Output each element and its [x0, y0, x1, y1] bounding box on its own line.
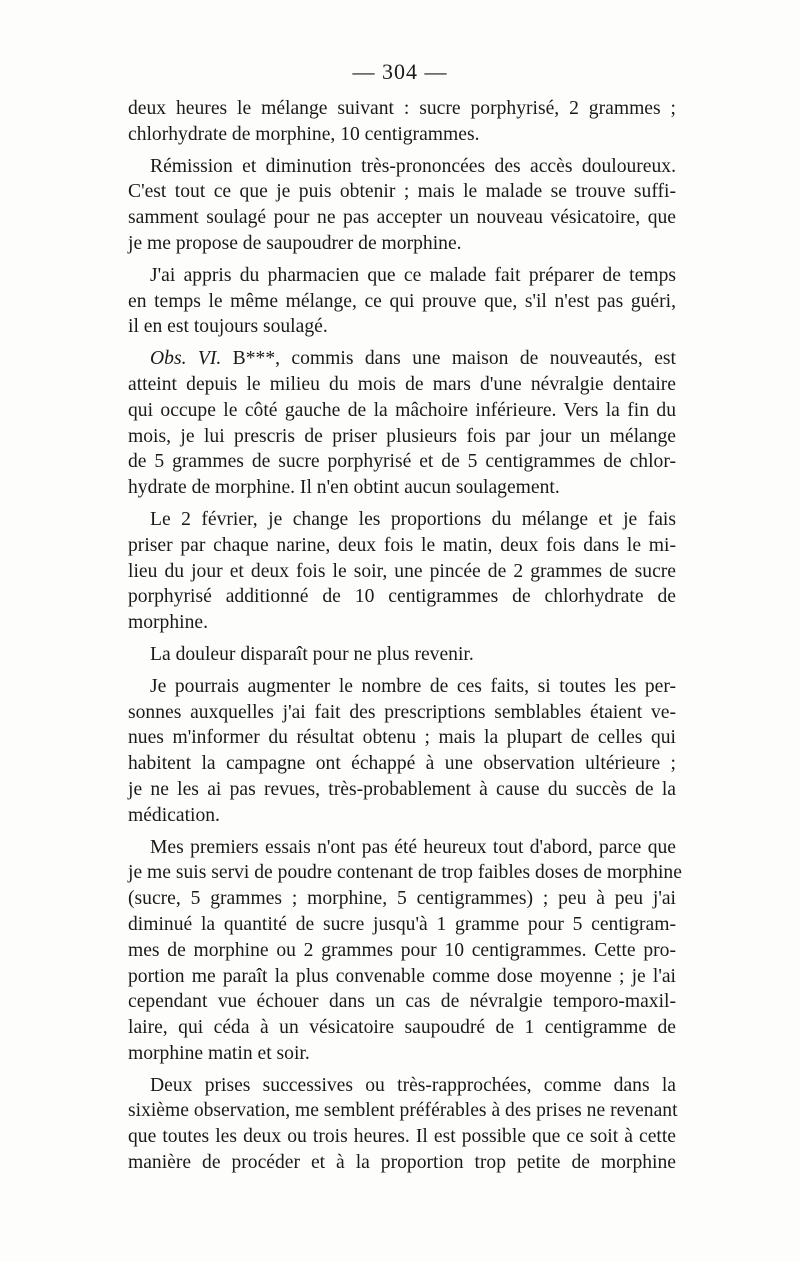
text-line — [128, 346, 676, 372]
text-line: manière de procéder et à la proportion trop petite de morphine — [128, 1152, 676, 1174]
text-line: sonnes auxquelles j'ai fait des prescriptions semblables étaient ve- — [128, 701, 676, 723]
paragraph — [128, 835, 682, 1067]
text-line: portion me paraît la plus convenable comme dose moyenne ; je l'ai — [128, 965, 676, 987]
text-line: La douleur disparaît pour ne plus revenir. — [150, 643, 474, 665]
text-line: médication. — [128, 804, 220, 826]
paragraph — [128, 154, 676, 257]
text-line: qui occupe le côté gauche de la mâchoire inférieure. Vers la fin du — [128, 399, 676, 421]
paragraph — [128, 1073, 676, 1176]
text-line: deux heures le mélange suivant : sucre porphyrisé, 2 grammes ; — [128, 98, 676, 119]
paragraph — [128, 642, 676, 668]
text-line: mois, je lui prescris de priser plusieurs fois par jour un mélange — [128, 425, 676, 447]
text-line: sixième observation, me semblent préférables à des prises ne revenant — [128, 1100, 678, 1122]
text-line: je me suis servi de poudre contenant de trop faibles doses de morphine — [128, 862, 682, 884]
observation-label: Obs. VI. — [150, 348, 222, 370]
text-line: que toutes les deux ou trois heures. Il est possible que ce soit à cette — [128, 1126, 676, 1148]
text-line: laire, qui céda à un vésicatoire saupoudré de 1 centigramme de — [128, 1017, 676, 1039]
text-line: morphine. — [128, 612, 208, 634]
paragraph — [128, 507, 676, 636]
text-line: morphine matin et soir. — [128, 1042, 310, 1064]
page-number: — 304 — — [352, 59, 448, 84]
paragraph — [128, 674, 676, 829]
text-line-rest: B***, commis dans une maison de nouveautés, est — [221, 348, 676, 370]
text-line: J'ai appris du pharmacien que ce malade fait préparer de temps — [150, 264, 676, 286]
text-line: atteint depuis le milieu du mois de mars d'une névralgie dentaire — [128, 373, 676, 395]
text-line: C'est tout ce que je puis obtenir ; mais le malade se trouve suffi- — [128, 181, 676, 203]
text-line: lieu du jour et deux fois le soir, une pincée de 2 grammes de sucre — [128, 560, 676, 582]
text-line: Je pourrais augmenter le nombre de ces faits, si toutes les per- — [150, 675, 676, 697]
text-line: Rémission et diminution très-prononcées des accès douloureux. — [150, 155, 676, 177]
text-line: chlorhydrate de morphine, 10 centigrammes. — [128, 123, 480, 145]
text-line: en temps le même mélange, ce qui prouve que, s'il n'est pas guéri, — [128, 290, 676, 312]
text-line: de 5 grammes de sucre porphyrisé et de 5 centigrammes de chlor- — [128, 451, 676, 473]
text-line: mes de morphine ou 2 grammes pour 10 centigrammes. Cette pro- — [128, 939, 676, 961]
text-line: nues m'informer du résultat obtenu ; mais la plupart de celles qui — [128, 727, 676, 749]
text-line: porphyrisé additionné de 10 centigrammes de chlorhydrate de — [128, 586, 676, 608]
text-line: (sucre, 5 grammes ; morphine, 5 centigrammes) ; peu à peu j'ai — [128, 888, 676, 910]
paragraph-observation — [128, 346, 676, 501]
text-line: habitent la campagne ont échappé à une observation ultérieure ; — [128, 753, 676, 775]
text-line: il en est toujours soulagé. — [128, 316, 328, 338]
text-line: je me propose de saupoudrer de morphine. — [128, 232, 462, 254]
text-line: samment soulagé pour ne pas accepter un nouveau vésicatoire, que — [128, 207, 676, 229]
paragraph — [128, 263, 676, 340]
text-line: hydrate de morphine. Il n'en obtint aucun soulagement. — [128, 477, 560, 499]
paragraph — [128, 96, 676, 148]
text-line: diminué la quantité de sucre jusqu'à 1 gramme pour 5 centigram- — [128, 913, 676, 935]
text-line: je ne les ai pas revues, très-probablement à cause du succès de la — [128, 778, 676, 800]
text-line: priser par chaque narine, deux fois le matin, deux fois dans le mi- — [128, 534, 676, 556]
text-line: Le 2 février, je change les proportions du mélange et je fais — [150, 508, 676, 530]
text-line: Mes premiers essais n'ont pas été heureux tout d'abord, parce que — [150, 836, 676, 858]
text-line: Deux prises successives ou très-rapprochées, comme dans la — [150, 1074, 676, 1096]
body-text — [128, 96, 682, 1176]
text-line: cependant vue échouer dans un cas de névralgie temporo-maxil- — [128, 991, 676, 1013]
